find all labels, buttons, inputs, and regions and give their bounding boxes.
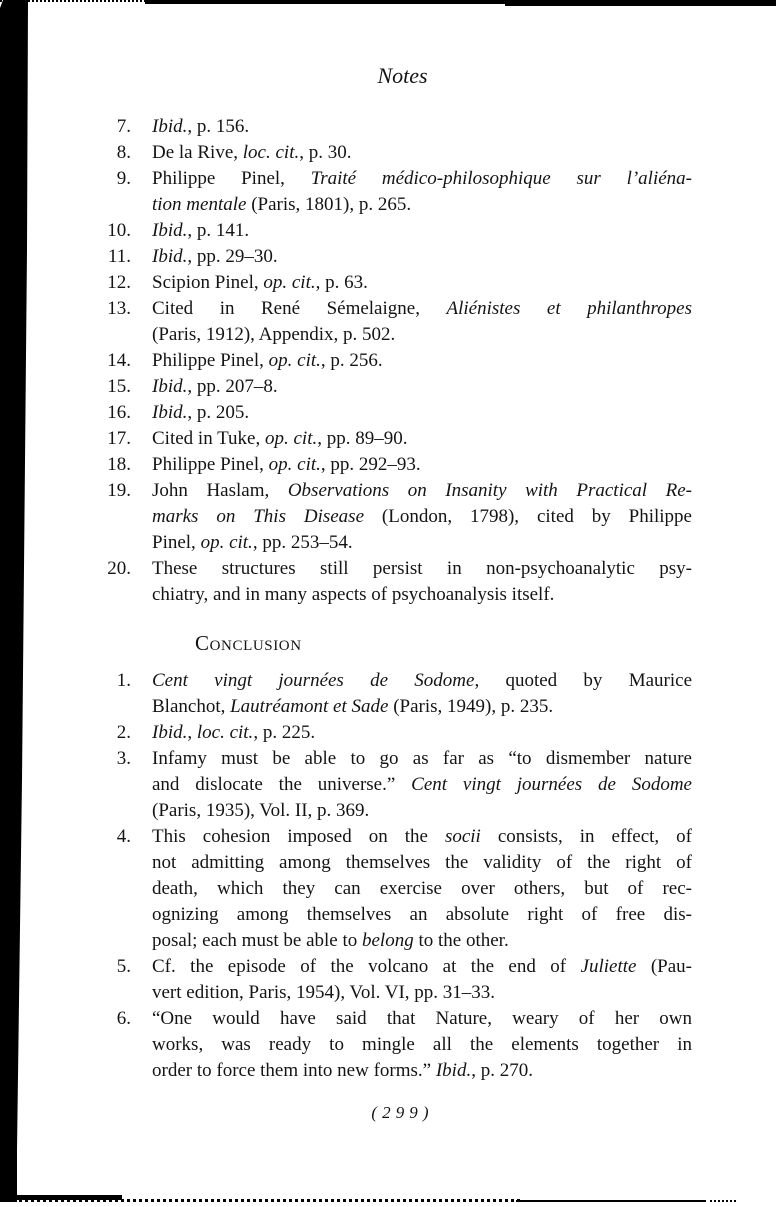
note-number: 19. bbox=[107, 480, 131, 501]
note-item bbox=[95, 720, 692, 746]
note-text-line: and dislocate the universe.” Cent vingt journées de Sodome bbox=[152, 774, 692, 795]
note-text-line: Philippe Pinel, Traité médico-philosophique sur l’aliéna- bbox=[152, 168, 692, 189]
note-text-line: chiatry, and in many aspects of psychoanalysis itself. bbox=[152, 584, 555, 605]
note-text-line: Cf. the episode of the volcano at the end of Juliette (Pau- bbox=[152, 956, 693, 977]
note-text bbox=[152, 1006, 692, 1084]
note-number: 16. bbox=[107, 402, 131, 423]
note-text-line: These structures still persist in non-psychoanalytic psy- bbox=[152, 558, 692, 579]
note-item bbox=[95, 244, 692, 270]
page-title: Notes bbox=[377, 63, 428, 88]
note-text bbox=[152, 166, 692, 218]
note-item bbox=[95, 478, 692, 556]
note-text bbox=[152, 824, 692, 954]
notes-sections bbox=[95, 114, 692, 1084]
note-item bbox=[95, 296, 692, 348]
note-number: 5. bbox=[116, 956, 131, 977]
note-text bbox=[152, 114, 692, 140]
note-text-line: Cited in René Sémelaigne, Aliénistes et philanthropes bbox=[152, 298, 692, 319]
note-text bbox=[152, 478, 692, 556]
note-text-line: Philippe Pinel, op. cit., pp. 292–93. bbox=[152, 454, 421, 475]
note-number: 2. bbox=[116, 722, 131, 743]
note-text-line: Cent vingt journées de Sodome, quoted by Maurice bbox=[152, 670, 692, 691]
note-number: 20. bbox=[107, 558, 131, 579]
note-text-line: Ibid., p. 141. bbox=[152, 220, 250, 241]
note-item bbox=[95, 668, 692, 720]
note-number: 1. bbox=[116, 670, 131, 691]
note-number: 11. bbox=[107, 246, 131, 267]
page-content bbox=[95, 0, 692, 1125]
section-heading: Conclusion bbox=[195, 631, 302, 655]
note-text-line: vert edition, Paris, 1954), Vol. VI, pp. 31–33. bbox=[152, 982, 496, 1003]
note-text-line: Blanchot, Lautréamont et Sade (Paris, 1949), p. 235. bbox=[152, 696, 554, 717]
scan-bottom-line bbox=[516, 1200, 706, 1202]
note-item bbox=[95, 746, 692, 824]
note-item bbox=[95, 218, 692, 244]
page-number: (299) bbox=[371, 1103, 434, 1122]
note-item bbox=[95, 1006, 692, 1084]
note-number: 9. bbox=[116, 168, 131, 189]
note-text bbox=[152, 218, 692, 244]
note-text-line: This cohesion imposed on the socii consists, in effect, of bbox=[152, 826, 693, 847]
note-text bbox=[152, 348, 692, 374]
note-text bbox=[152, 400, 692, 426]
note-number: 18. bbox=[107, 454, 131, 475]
note-item bbox=[95, 426, 692, 452]
note-text-line: not admitting among themselves the validity of the right of bbox=[152, 852, 692, 873]
note-number: 4. bbox=[116, 826, 131, 847]
note-text bbox=[152, 556, 692, 608]
note-item bbox=[95, 954, 692, 1006]
note-text bbox=[152, 954, 692, 1006]
note-text bbox=[152, 426, 692, 452]
scan-bottom-dashes bbox=[710, 1200, 736, 1202]
note-text-line: Philippe Pinel, op. cit., p. 256. bbox=[152, 350, 383, 371]
note-text-line: (Paris, 1935), Vol. II, p. 369. bbox=[152, 800, 370, 821]
note-item bbox=[95, 348, 692, 374]
note-number: 13. bbox=[107, 298, 131, 319]
note-text-line: ognizing among themselves an absolute right of free dis- bbox=[152, 904, 692, 925]
note-number: 8. bbox=[116, 142, 131, 163]
note-text-line: Scipion Pinel, op. cit., p. 63. bbox=[152, 272, 368, 293]
note-number: 6. bbox=[116, 1008, 131, 1029]
note-number: 14. bbox=[107, 350, 131, 371]
note-item bbox=[95, 452, 692, 478]
note-number: 10. bbox=[107, 220, 131, 241]
note-item bbox=[95, 556, 692, 608]
note-text bbox=[152, 140, 692, 166]
note-text-line: death, which they can exercise over others, but of rec- bbox=[152, 878, 692, 899]
note-text bbox=[152, 374, 692, 400]
note-number: 15. bbox=[107, 376, 131, 397]
note-item bbox=[95, 114, 692, 140]
note-text-line: Pinel, op. cit., pp. 253–54. bbox=[152, 532, 353, 553]
note-text-line: works, was ready to mingle all the elements together in bbox=[152, 1034, 692, 1055]
note-number: 17. bbox=[107, 428, 131, 449]
note-text bbox=[152, 270, 692, 296]
note-item bbox=[95, 374, 692, 400]
note-text-line: Cited in Tuke, op. cit., pp. 89–90. bbox=[152, 428, 408, 449]
note-text bbox=[152, 296, 692, 348]
note-text-line: Ibid., p. 156. bbox=[152, 116, 250, 137]
note-text bbox=[152, 720, 692, 746]
note-text-line: Ibid., p. 205. bbox=[152, 402, 250, 423]
note-text bbox=[152, 244, 692, 270]
scan-bottom-dotted-line bbox=[0, 1199, 520, 1202]
note-text bbox=[152, 452, 692, 478]
note-text-line: Ibid., pp. 207–8. bbox=[152, 376, 278, 397]
note-text-line: Ibid., loc. cit., p. 225. bbox=[152, 722, 316, 743]
note-item bbox=[95, 824, 692, 954]
scan-left-bar-artifact bbox=[0, 0, 28, 1202]
note-item bbox=[95, 140, 692, 166]
note-item bbox=[95, 400, 692, 426]
note-text-line: order to force them into new forms.” Ibid., p. 270. bbox=[152, 1060, 533, 1081]
note-number: 12. bbox=[107, 272, 131, 293]
note-text-line: “One would have said that Nature, weary of her own bbox=[152, 1008, 692, 1029]
note-text-line: Infamy must be able to go as far as “to dismember nature bbox=[152, 748, 692, 769]
note-text-line: posal; each must be able to belong to the other. bbox=[152, 930, 509, 951]
note-number: 7. bbox=[116, 116, 131, 137]
note-text-line: De la Rive, loc. cit., p. 30. bbox=[152, 142, 352, 163]
note-text-line: marks on This Disease (London, 1798), cited by Philippe bbox=[152, 506, 692, 527]
note-text bbox=[152, 668, 692, 720]
note-item bbox=[95, 270, 692, 296]
note-item bbox=[95, 166, 692, 218]
note-text-line: Ibid., pp. 29–30. bbox=[152, 246, 278, 267]
note-text bbox=[152, 746, 692, 824]
note-text-line: (Paris, 1912), Appendix, p. 502. bbox=[152, 324, 396, 345]
note-text-line: tion mentale (Paris, 1801), p. 265. bbox=[152, 194, 412, 215]
note-number: 3. bbox=[116, 748, 131, 769]
note-text-line: John Haslam, Observations on Insanity with Practical Re- bbox=[152, 480, 693, 501]
